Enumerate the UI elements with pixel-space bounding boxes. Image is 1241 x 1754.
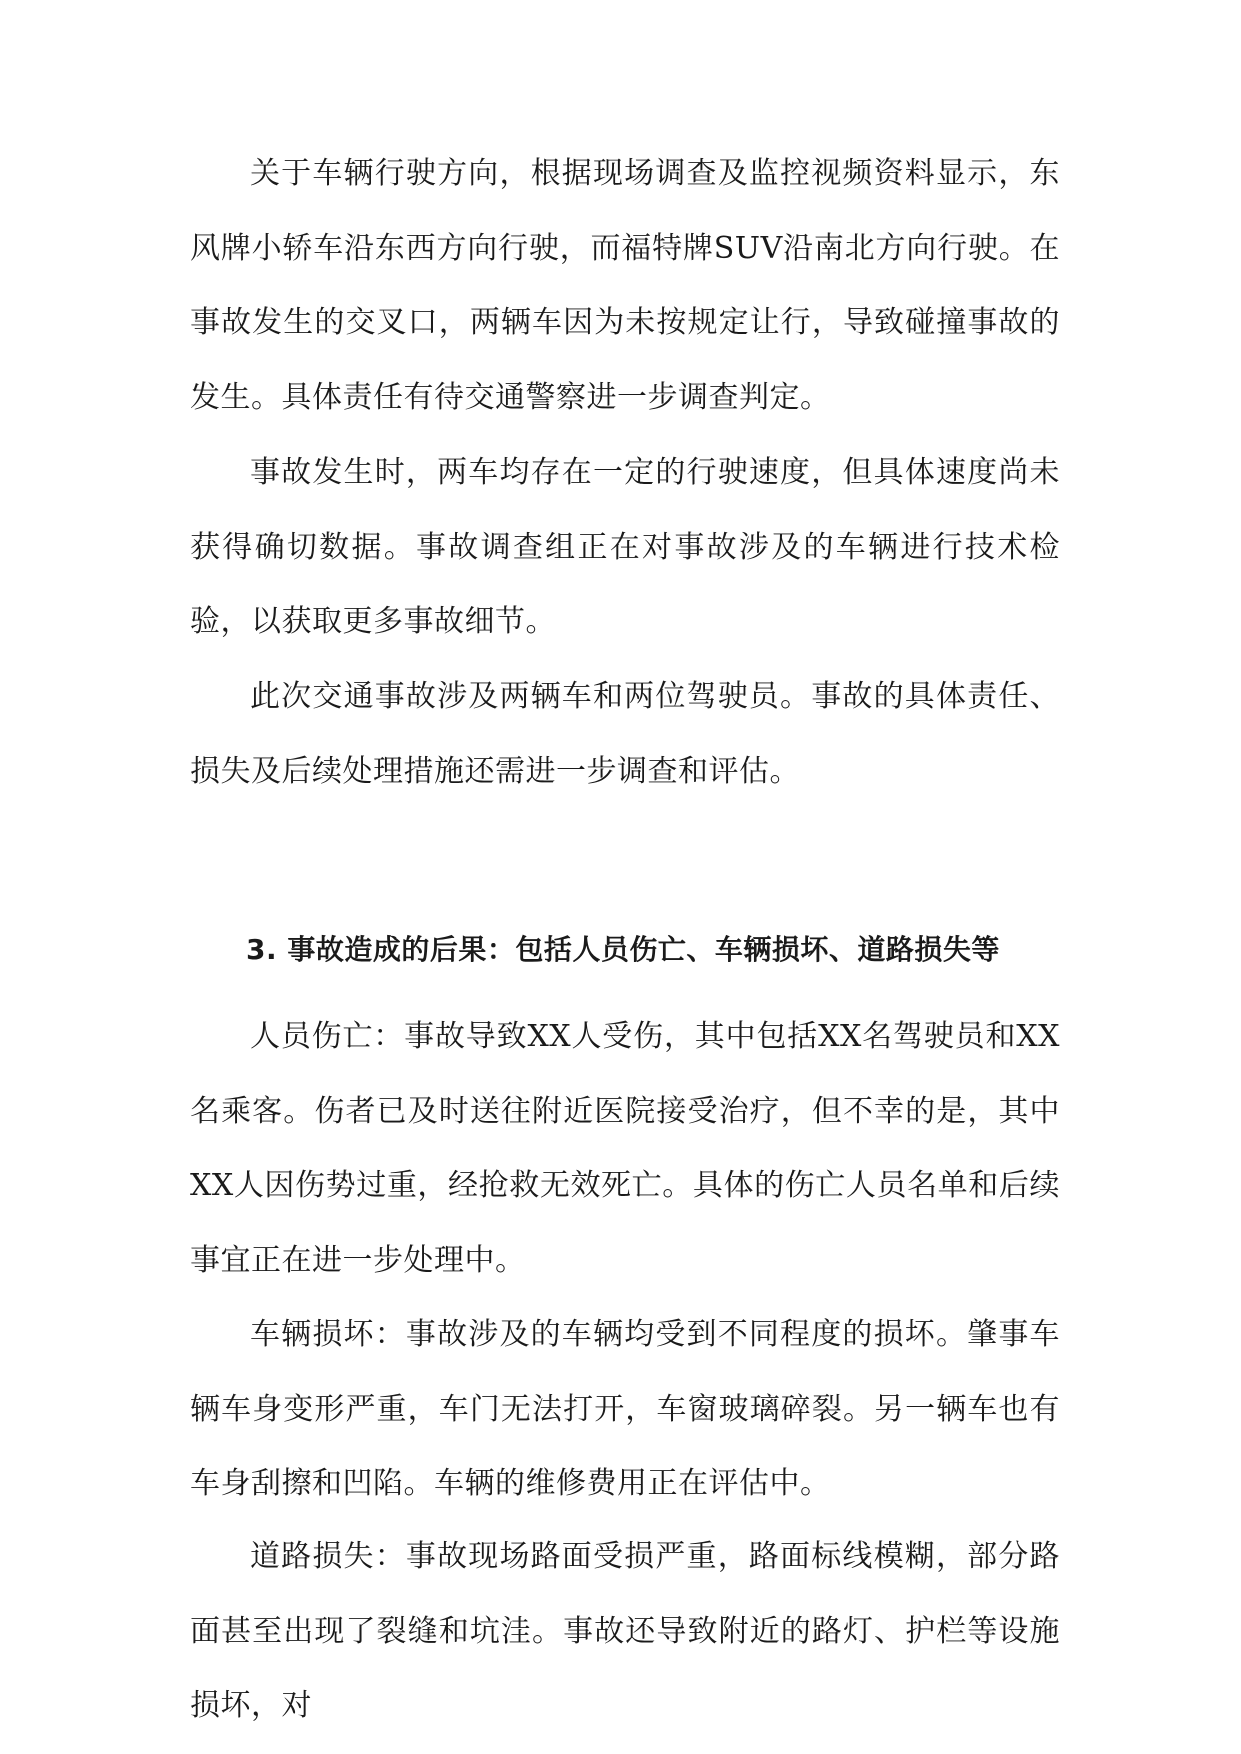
- paragraph-vehicle-damage: 车辆损坏：事故涉及的车辆均受到不同程度的损坏。肇事车辆车身变形严重，车门无法打开，车窗玻璃碎裂。另一辆车也有车身刮擦和凹陷。车辆的维修费用正在评估中。: [190, 1317, 1060, 1501]
- section-heading-consequences: 3. 事故造成的后果：包括人员伤亡、车辆损坏、道路损失等: [246, 933, 1000, 966]
- paragraph-driving-direction: 关于车辆行驶方向，根据现场调查及监控视频资料显示，东风牌小轿车沿东西方向行驶，而福特牌SUV沿南北方向行驶。在事故发生的交叉口，两辆车因为未按规定让行，导致碰撞事故的发生。具体责任有待交通警察进一步调查判定。: [190, 156, 1060, 415]
- paragraph-casualties: 人员伤亡：事故导致XX人受伤，其中包括XX名驾驶员和XX名乘客。伤者已及时送往附近医院接受治疗，但不幸的是，其中XX人因伤势过重，经抢救无效死亡。具体的伤亡人员名单和后续事宜正在进一步处理中。: [190, 1019, 1060, 1278]
- paragraph-responsibility: 此次交通事故涉及两辆车和两位驾驶员。事故的具体责任、损失及后续处理措施还需进一步调查和评估。: [190, 679, 1060, 789]
- paragraph-vehicle-speed: 事故发生时，两车均存在一定的行驶速度，但具体速度尚未获得确切数据。事故调查组正在对事故涉及的车辆进行技术检验，以获取更多事故细节。: [190, 455, 1060, 639]
- paragraph-road-damage: 道路损失：事故现场路面受损严重，路面标线模糊，部分路面甚至出现了裂缝和坑洼。事故还导致附近的路灯、护栏等设施损坏，对: [190, 1539, 1060, 1723]
